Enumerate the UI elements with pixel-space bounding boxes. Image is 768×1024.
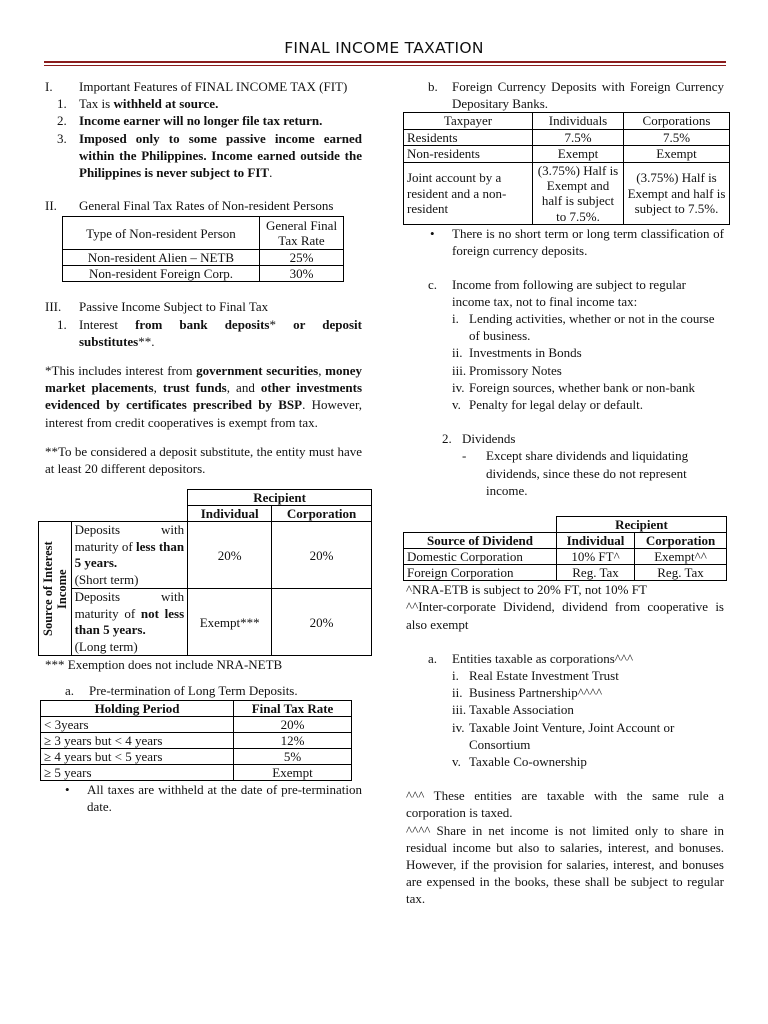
table-cell: Deposits with maturity of not less than 5 years. (Long term): [71, 589, 188, 656]
section-heading: Important Features of FINAL INCOME TAX (FIT): [79, 79, 348, 94]
note-share-net-income: ^^^^ Share in net income is not limited only to share in residual income but also to salaries, interest, and bonuses. However, if the provision for salaries, interest, and bonuses are expensed in the books, these shall be subject to regular tax.: [406, 822, 724, 907]
list-item: i. Lending activities, whether or not in the course of business.: [452, 311, 715, 344]
table-row: ≥ 5 years Exempt: [41, 764, 352, 780]
fcd-bullet: [406, 225, 724, 259]
item-bold-text: withheld at source.: [113, 96, 219, 112]
side-label: Source of Interest Income: [40, 541, 69, 637]
table-row: [404, 162, 730, 225]
table-row: Residents 7.5% 7.5%: [404, 129, 730, 145]
table-cell: Non-resident Foreign Corp.: [63, 266, 260, 282]
item-text: Tax is: [79, 96, 114, 112]
note-intercorporate: ^^Inter-corporate Dividend, dividend from cooperative is also exempt: [406, 599, 724, 632]
table-cell: 20%: [272, 522, 372, 589]
fcd-table: [403, 112, 730, 225]
table-cell: Deposits with maturity of less than 5 years. (Short term): [71, 522, 188, 589]
table-header: Corporation: [635, 533, 727, 549]
section-heading: General Final Tax Rates of Non-resident Persons: [79, 198, 334, 214]
item-bold-text: or deposit substitutes: [79, 316, 363, 349]
list-item: v. Penalty for legal delay or default.: [452, 397, 643, 413]
table-cell: 30%: [260, 266, 344, 282]
table-row: Domestic Corporation 10% FT^ Exempt^^: [404, 549, 727, 565]
pre-termination-table: [40, 700, 352, 781]
page-title: FINAL INCOME TAXATION: [284, 39, 484, 57]
table-cell: 20%: [188, 522, 272, 589]
item-number: 2.: [442, 431, 452, 447]
item-number: 1.: [57, 96, 67, 112]
right-column: [406, 78, 724, 908]
table-header: Corporations: [624, 113, 730, 129]
bullet-text: There is no short term or long term classification of foreign currency deposits.: [452, 226, 724, 259]
item-text: **.: [138, 333, 155, 349]
table-header: Individuals: [533, 113, 624, 129]
list-item: iii. Taxable Association: [452, 702, 574, 718]
item-number: b.: [428, 79, 438, 94]
table-header: General Final Tax Rate: [260, 217, 344, 250]
left-column: [40, 78, 363, 815]
bullet-icon: •: [65, 781, 70, 797]
item-number: a.: [65, 683, 75, 699]
dividends-heading: [406, 430, 724, 447]
item-bold-text: from bank deposits: [135, 316, 270, 332]
item-number: 2.: [57, 113, 67, 129]
dash: -: [462, 448, 467, 464]
item-text: *: [269, 316, 294, 332]
s1-item-2: [45, 112, 362, 129]
table-cell: Joint account by a resident and a non-resident: [404, 162, 533, 225]
note-text: Except share dividends and liquidating dividends, since these do not represent income.: [486, 448, 689, 498]
bullet-icon: •: [430, 226, 435, 242]
table-row: Foreign Corporation Reg. Tax Reg. Tax: [404, 565, 727, 581]
entities-list: [406, 667, 724, 770]
item-number: a.: [428, 650, 438, 666]
table-header: Individual: [188, 506, 272, 522]
s1-item-3: [45, 130, 362, 182]
nonresident-rate-table: [62, 216, 344, 282]
table-row: [39, 589, 372, 656]
item-number: 1.: [57, 316, 67, 332]
item-number: c.: [428, 276, 438, 292]
bullet-text: All taxes are withheld at the date of pre-termination date.: [87, 781, 362, 814]
table-header: Holding Period: [41, 700, 234, 716]
section-heading: Entities taxable as corporations^^^: [452, 650, 634, 666]
note-government-securities: *This includes interest from government securities, money market placements, trust funds, and other investments evidenced by certificates prescribed by BSP. However, interest from credit cooperatives is exempt from tax.: [45, 363, 363, 430]
note-exemption: *** Exemption does not include NRA-NETB: [45, 657, 283, 673]
fcd-heading: [406, 78, 724, 112]
title-rule-thick: [44, 61, 726, 63]
list-item: iii. Promissory Notes: [452, 362, 562, 378]
table-cell: 20%: [272, 589, 372, 656]
section-2-heading: [45, 197, 362, 214]
section-number: I.: [45, 79, 53, 94]
table-row: ≥ 3 years but < 4 years 12%: [41, 732, 352, 748]
table-header: Type of Non-resident Person: [63, 217, 260, 250]
item-bold-text: Income earner will no longer file tax return.: [79, 113, 323, 129]
table-row: ≥ 4 years but < 5 years 5%: [41, 748, 352, 764]
item-text: .: [269, 165, 273, 181]
table-header: Recipient: [557, 517, 727, 533]
regular-tax-list: [406, 310, 724, 413]
note-nra-etb: ^NRA-ETB is subject to 20% FT, not 10% FT: [406, 582, 647, 598]
section-3-heading: [45, 298, 362, 315]
table-row: [63, 266, 344, 282]
item-bold-text: Imposed only to some passive income earned within the Philippines. Income earned outside the Philippines is never subject to FIT: [79, 130, 362, 181]
table-cell: Non-resident Alien – NETB: [63, 250, 260, 266]
title-rule-thin: [44, 65, 726, 66]
item-text: Interest: [79, 316, 136, 332]
table-header: Taxpayer: [404, 113, 533, 129]
list-item: ii. Business Partnership^^^^: [452, 685, 603, 701]
table-header: Source of Dividend: [404, 533, 557, 549]
table-row: Non-residents Exempt Exempt: [404, 146, 730, 162]
entities-heading: [406, 650, 724, 667]
s1-item-1: [45, 95, 362, 112]
table-header: Individual: [557, 533, 635, 549]
table-row: [39, 522, 372, 589]
section-heading: Pre-termination of Long Term Deposits.: [89, 683, 298, 699]
section-heading: Passive Income Subject to Final Tax: [79, 299, 269, 315]
section-number: II.: [45, 198, 57, 214]
list-item: v. Taxable Co-ownership: [452, 753, 587, 769]
table-row: < 3years 20%: [41, 716, 352, 732]
pre-termination-bullet: [45, 781, 362, 815]
dividend-table: [403, 516, 727, 581]
section-heading: Foreign Currency Deposits with Foreign Currency Depositary Banks.: [452, 79, 724, 112]
section-heading: Income from following are subject to regular income tax, not to final income tax:: [452, 276, 686, 309]
table-cell: (3.75%) Half is Exempt and half is subject to 7.5%.: [533, 162, 624, 225]
table-row: [63, 250, 344, 266]
note-deposit-substitute: **To be considered a deposit substitute, the entity must have at least 20 different depositors.: [45, 443, 362, 477]
item-number: 3.: [57, 130, 67, 146]
list-item: ii. Investments in Bonds: [452, 345, 582, 361]
table-cell: Exempt***: [188, 589, 272, 656]
table-header: Corporation: [272, 506, 372, 522]
table-header: Recipient: [188, 490, 372, 506]
section-number: III.: [45, 299, 62, 315]
s3-item-1: [45, 316, 362, 350]
list-item: iv. Foreign sources, whether bank or non-bank: [452, 379, 695, 395]
regular-tax-heading: [406, 276, 724, 310]
list-item: i. Real Estate Investment Trust: [452, 667, 619, 683]
table-cell: 25%: [260, 250, 344, 266]
dividends-note: [406, 447, 724, 499]
pre-termination-heading: [45, 682, 362, 699]
interest-income-table: [38, 489, 372, 656]
table-cell: (3.75%) Half is Exempt and half is subject to 7.5%.: [624, 162, 730, 225]
table-header: Final Tax Rate: [234, 700, 352, 716]
list-item: iv. Taxable Joint Venture, Joint Account or Consortium: [452, 719, 675, 752]
note-entities-rule: ^^^ These entities are taxable with the same rule a corporation is taxed.: [406, 788, 724, 821]
section-heading: Dividends: [462, 431, 516, 447]
section-1-heading: [45, 78, 362, 95]
